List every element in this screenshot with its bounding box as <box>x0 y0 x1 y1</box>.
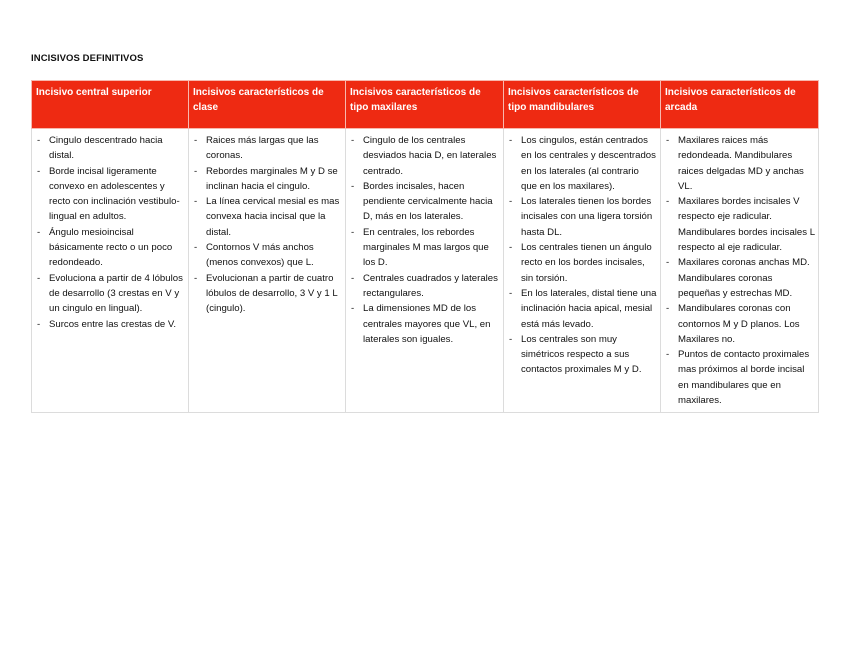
list-item: - Bordes incisales, hacen pendiente cervicalmente hacia D, más en los laterales. <box>350 179 500 225</box>
list-item: - Surcos entre las crestas de V. <box>36 317 185 332</box>
list-item: - Evoluciona a partir de 4 lóbulos de desarrollo (3 crestas en V y un cingulo en lingual). <box>36 271 185 317</box>
table-cell <box>189 129 346 413</box>
table-cell <box>661 129 819 413</box>
list-item: - Centrales cuadrados y laterales rectangulares. <box>350 271 500 302</box>
list-item: - Rebordes marginales M y D se inclinan hacia el cingulo. <box>193 164 342 195</box>
list-item: - Cingulo descentrado hacia distal. <box>36 133 185 164</box>
list-item: - Puntos de contacto proximales mas próximos al borde incisal en mandibulares que en maxilares. <box>665 347 815 408</box>
table-cell <box>504 129 661 413</box>
list-item: - Los laterales tienen los bordes incisales con una ligera torsión hasta DL. <box>508 194 657 240</box>
list-item: - Contornos V más anchos (menos convexos) que L. <box>193 240 342 271</box>
list-item: - Los centrales son muy simétricos respecto a sus contactos proximales M y D. <box>508 332 657 378</box>
column-header: Incisivos característicos de tipo mandibulares <box>504 81 661 129</box>
column-header: Incisivos característicos de clase <box>189 81 346 129</box>
table-row <box>32 129 819 413</box>
bullet-list <box>193 133 342 317</box>
list-item: - Evolucionan a partir de cuatro lóbulos de desarrollo, 3 V y 1 L (cingulo). <box>193 271 342 317</box>
list-item: - La línea cervical mesial es mas convexa hacia incisal que la distal. <box>193 194 342 240</box>
list-item: - Ángulo mesioincisal básicamente recto o un poco redondeado. <box>36 225 185 271</box>
table-cell <box>346 129 504 413</box>
list-item: - Mandibulares coronas con contornos M y D planos. Los Maxilares no. <box>665 301 815 347</box>
bullet-list <box>508 133 657 378</box>
list-item: - Borde incisal ligeramente convexo en adolescentes y recto con inclinación vestibulo-lingual en adultos. <box>36 164 185 225</box>
bullet-list <box>350 133 500 347</box>
list-item: - La dimensiones MD de los centrales mayores que VL, en laterales son iguales. <box>350 301 500 347</box>
list-item: - Maxilares bordes incisales V respecto eje radicular. Mandibulares bordes incisales L respecto al eje radicular. <box>665 194 815 255</box>
column-header: Incisivos característicos de tipo maxilares <box>346 81 504 129</box>
bullet-list <box>665 133 815 408</box>
list-item: - Maxilares raices más redondeada. Mandibulares raices delgadas MD y anchas VL. <box>665 133 815 194</box>
list-item: - En los laterales, distal tiene una inclinación hacia apical, mesial está más levado. <box>508 286 657 332</box>
column-header: Incisivo central superior <box>32 81 189 129</box>
document-title: INCISIVOS DEFINITIVOS <box>31 53 144 64</box>
table-cell <box>32 129 189 413</box>
column-header: Incisivos característicos de arcada <box>661 81 819 129</box>
incisors-table <box>31 80 819 413</box>
list-item: - Los centrales tienen un ángulo recto en los bordes incisales, sin torsión. <box>508 240 657 286</box>
list-item: - Los cingulos, están centrados en los centrales y descentrados en los laterales (al contrario que en los maxilares). <box>508 133 657 194</box>
list-item: - Raices más largas que las coronas. <box>193 133 342 164</box>
bullet-list <box>36 133 185 332</box>
list-item: - En centrales, los rebordes marginales M mas largos que los D. <box>350 225 500 271</box>
list-item: - Cingulo de los centrales desviados hacia D, en laterales centrado. <box>350 133 500 179</box>
list-item: - Maxilares coronas anchas MD. Mandibulares coronas pequeñas y estrechas MD. <box>665 255 815 301</box>
header-row <box>32 81 819 129</box>
